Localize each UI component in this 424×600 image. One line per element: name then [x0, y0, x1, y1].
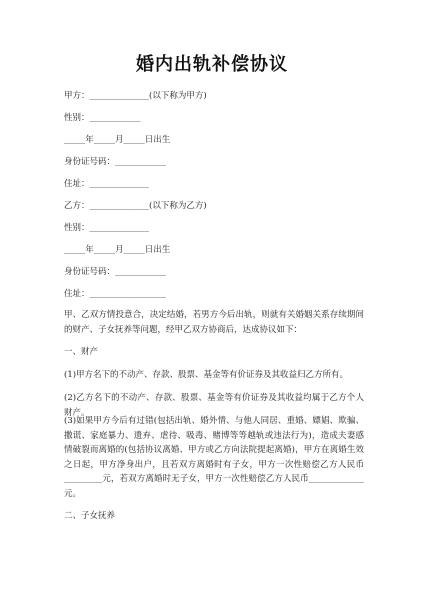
document-title: 婚内出轨补偿协议 [136, 54, 288, 75]
party-b-id-line: 身份证号码：____________ [64, 267, 167, 277]
clause-1: (1)甲方名下的不动产、存款、股票、基金等有价证券及其收益归乙方所有。 [64, 370, 349, 380]
party-b-gender-line: 性别：______________ [64, 223, 150, 233]
party-a-birth-line: _____年_____月_____日出生 [64, 135, 171, 145]
section-heading-property: 一、财产 [64, 347, 99, 357]
party-a-gender-line: 性别：____________ [64, 113, 141, 123]
party-b-name-line: 乙方：______________(以下称为乙方) [64, 201, 207, 211]
intro-paragraph: 甲、乙双方情投意合，决定结婚，若男方今后出轨，则就有关婚姻关系存续期间的财产、子女抚养等问题，经甲乙双方协商后，达成协议如下： [64, 310, 364, 335]
clause-3: (3)如果甲方今后有过错(包括出轨、婚外情、与他人同居、重婚、嫖娼、欺骗、撒谎、家庭暴力、遗弃、虐待、吸毒、赌博等等越轨或违法行为)，造成夫妻感情破裂而离婚的(包括协议离婚、甲方或乙方向法院提起离婚)，甲方在离婚生效之日起，甲方净身出户，且若双方离婚时有子女，甲方一次性赔偿乙方人民币_________元，若双方离婚时无子女，甲方一次性赔偿乙方人民币_____________元。 [64, 416, 364, 499]
party-b-address-line: 住址：__________________ [64, 289, 167, 299]
party-a-address-line: 住址：______________ [64, 179, 150, 189]
clause-2: (2)乙方名下的不动产、存款、股票、基金等有价证券及其收益均属于乙方个人财产。 [64, 393, 364, 418]
party-b-birth-line: _____年_____月_____日出生 [64, 245, 171, 255]
section-heading-child-custody: 二、子女抚养 [64, 511, 116, 521]
party-a-name-line: 甲方：______________(以下称为甲方) [64, 91, 207, 101]
party-a-id-line: 身份证号码：____________ [64, 157, 167, 167]
